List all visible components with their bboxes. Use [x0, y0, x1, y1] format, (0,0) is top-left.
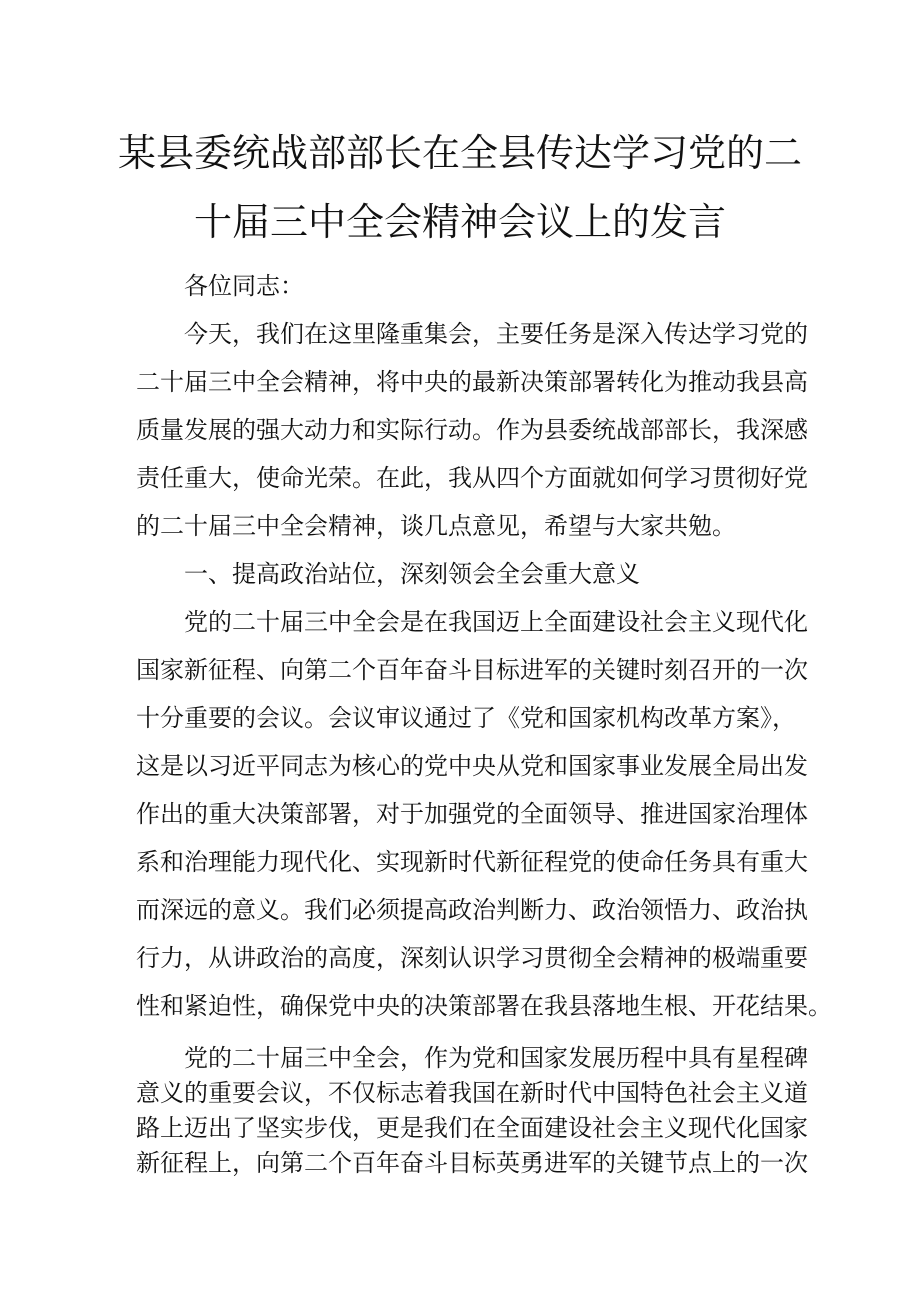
paragraph-2-line: 党的二十届三中全会是在我国迈上全面建设社会主义现代化 [184, 608, 808, 636]
paragraph-2-line: 作出的重大决策部署，对于加强党的全面领导、推进国家治理体 [136, 800, 808, 828]
paragraph-2-line: 系和治理能力现代化、实现新时代新征程党的使命任务具有重大 [136, 848, 808, 876]
paragraph-2-line: 性和紧迫性，确保党中央的决策部署在我县落地生根、开花结果。 [136, 992, 832, 1020]
paragraph-1-line: 的二十届三中全会精神，谈几点意见，希望与大家共勉。 [136, 512, 736, 540]
paragraph-3-line: 党的二十届三中全会，作为党和国家发展历程中具有星程碑 [184, 1044, 808, 1072]
paragraph-1-line: 今天，我们在这里隆重集会，主要任务是深入传达学习党的 [184, 320, 808, 348]
paragraph-2-line: 十分重要的会议。会议审议通过了《党和国家机构改革方案》， [136, 704, 796, 732]
paragraph-3-line: 新征程上，向第二个百年奋斗目标英勇进军的关键节点上的一次 [136, 1149, 808, 1177]
paragraph-3-line: 意义的重要会议，不仅标志着我国在新时代中国特色社会主义道 [136, 1079, 808, 1107]
paragraph-2-line: 而深远的意义。我们必须提高政治判断力、政治领悟力、政治执 [136, 896, 808, 924]
paragraph-3-line: 路上迈出了坚实步伐，更是我们在全面建设社会主义现代化国家 [136, 1114, 808, 1142]
paragraph-2-line: 国家新征程、向第二个百年奋斗目标进军的关键时刻召开的一次 [136, 656, 808, 684]
document-title-line-1: 某县委统战部部长在全县传达学习党的二 [117, 131, 802, 175]
document-title-line-2: 十届三中全会精神会议上的发言 [193, 200, 726, 244]
paragraph-1-line: 二十届三中全会精神，将中央的最新决策部署转化为推动我县高 [136, 368, 808, 396]
paragraph-2-line: 这是以习近平同志为核心的党中央从党和国家事业发展全局出发 [136, 752, 808, 780]
paragraph-1-line: 责任重大，使命光荣。在此，我从四个方面就如何学习贯彻好党 [136, 464, 808, 492]
paragraph-2-line: 行力，从讲政治的高度，深刻认识学习贯彻全会精神的极端重要 [136, 944, 808, 972]
paragraph-1-line: 质量发展的强大动力和实际行动。作为县委统战部部长，我深感 [136, 416, 808, 444]
salutation: 各位同志： [184, 272, 304, 300]
section-heading-1: 一、提高政治站位，深刻领会全会重大意义 [184, 560, 640, 588]
